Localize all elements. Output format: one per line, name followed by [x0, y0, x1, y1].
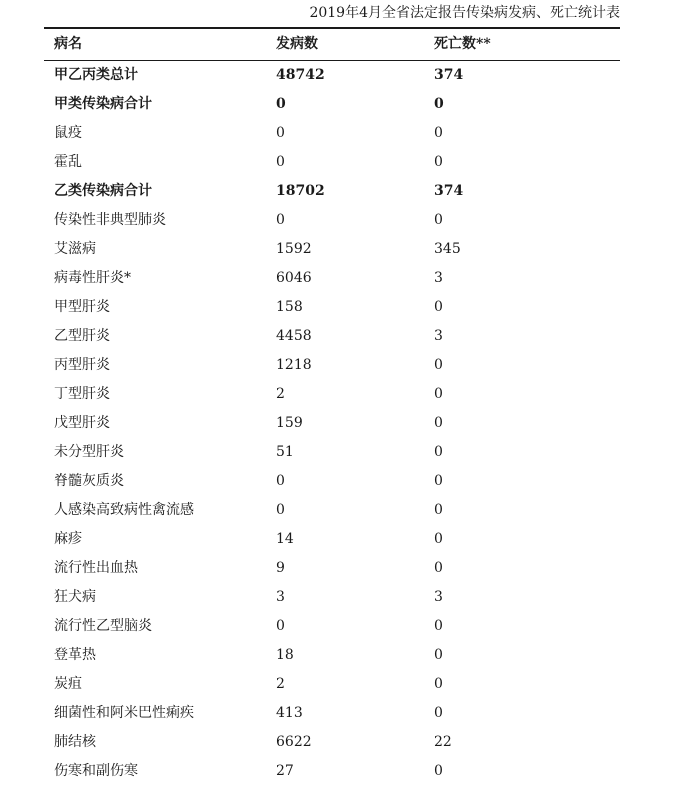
- table-caption: 2019年4月全省法定报告传染病发病、死亡统计表: [309, 5, 620, 21]
- deaths-cell: 0: [434, 212, 443, 228]
- table-row: [44, 61, 620, 90]
- table-row: [44, 148, 620, 177]
- cases-cell: 4458: [276, 328, 312, 344]
- disease-name-cell: 丁型肝炎: [54, 386, 110, 402]
- table-row: [44, 583, 620, 612]
- cases-cell: 413: [276, 705, 303, 721]
- deaths-cell: 0: [434, 647, 443, 663]
- cases-cell: 14: [276, 531, 294, 547]
- cases-cell: 158: [276, 299, 303, 315]
- disease-name-cell: 乙型肝炎: [54, 328, 110, 344]
- table-body: [44, 61, 620, 786]
- disease-name-cell: 细菌性和阿米巴性痢疾: [54, 705, 194, 721]
- table-row: [44, 264, 620, 293]
- cases-cell: 6046: [276, 270, 312, 286]
- cases-cell: 0: [276, 212, 285, 228]
- table-row: [44, 525, 620, 554]
- deaths-cell: 374: [434, 67, 464, 83]
- disease-name-cell: 甲型肝炎: [54, 299, 110, 315]
- cases-cell: 9: [276, 560, 285, 576]
- cases-cell: 0: [276, 125, 285, 141]
- deaths-cell: 0: [434, 502, 443, 518]
- cases-cell: 18: [276, 647, 294, 663]
- table-row: [44, 496, 620, 525]
- table-row: [44, 90, 620, 119]
- cases-cell: 0: [276, 618, 285, 634]
- deaths-cell: 0: [434, 618, 443, 634]
- table-row: [44, 293, 620, 322]
- deaths-cell: 0: [434, 705, 443, 721]
- deaths-cell: 3: [434, 328, 443, 344]
- disease-name-cell: 未分型肝炎: [54, 444, 124, 460]
- cases-cell: 0: [276, 96, 286, 112]
- deaths-cell: 0: [434, 154, 443, 170]
- deaths-cell: 0: [434, 125, 443, 141]
- deaths-cell: 0: [434, 763, 443, 779]
- deaths-cell: 0: [434, 299, 443, 315]
- deaths-cell: 374: [434, 183, 464, 199]
- disease-name-cell: 狂犬病: [54, 589, 96, 605]
- disease-name-cell: 流行性出血热: [54, 560, 138, 576]
- table-row: [44, 554, 620, 583]
- cases-cell: 159: [276, 415, 303, 431]
- disease-name-cell: 肺结核: [54, 734, 96, 750]
- table-row: [44, 641, 620, 670]
- disease-name-cell: 甲类传染病合计: [54, 96, 152, 112]
- deaths-cell: 0: [434, 444, 443, 460]
- cases-cell: 3: [276, 589, 285, 605]
- table-row: [44, 757, 620, 786]
- deaths-cell: 0: [434, 531, 443, 547]
- deaths-cell: 0: [434, 386, 443, 402]
- table-row: [44, 670, 620, 699]
- table-row: [44, 728, 620, 757]
- disease-name-cell: 脊髓灰质炎: [54, 473, 124, 489]
- disease-name-cell: 戊型肝炎: [54, 415, 110, 431]
- deaths-cell: 3: [434, 589, 443, 605]
- cases-cell: 6622: [276, 734, 312, 750]
- disease-name-cell: 艾滋病: [54, 241, 96, 257]
- table-row: [44, 351, 620, 380]
- disease-name-cell: 登革热: [54, 647, 96, 663]
- cases-cell: 18702: [276, 183, 325, 199]
- cases-cell: 0: [276, 502, 285, 518]
- header-cases: 发病数: [276, 36, 318, 52]
- deaths-cell: 0: [434, 473, 443, 489]
- cases-cell: 0: [276, 154, 285, 170]
- table-row: [44, 467, 620, 496]
- header-deaths: 死亡数**: [434, 36, 491, 52]
- header-disease-name: 病名: [54, 36, 82, 52]
- cases-cell: 1218: [276, 357, 312, 373]
- deaths-cell: 0: [434, 415, 443, 431]
- cases-cell: 1592: [276, 241, 312, 257]
- deaths-cell: 0: [434, 560, 443, 576]
- table-row: [44, 177, 620, 206]
- deaths-cell: 345: [434, 241, 461, 257]
- cases-cell: 0: [276, 473, 285, 489]
- table-row: [44, 119, 620, 148]
- deaths-cell: 0: [434, 676, 443, 692]
- cases-cell: 2: [276, 676, 285, 692]
- cases-cell: 51: [276, 444, 294, 460]
- disease-name-cell: 炭疽: [54, 676, 82, 692]
- table-row: [44, 699, 620, 728]
- disease-name-cell: 麻疹: [54, 531, 82, 547]
- disease-name-cell: 鼠疫: [54, 125, 82, 141]
- disease-name-cell: 霍乱: [54, 154, 82, 170]
- table-row: [44, 235, 620, 264]
- disease-name-cell: 伤寒和副伤寒: [54, 763, 138, 779]
- disease-name-cell: 乙类传染病合计: [54, 183, 152, 199]
- disease-name-cell: 流行性乙型脑炎: [54, 618, 152, 634]
- statistics-table: [44, 27, 620, 786]
- table-row: [44, 380, 620, 409]
- table-row: [44, 206, 620, 235]
- table-row: [44, 322, 620, 351]
- cases-cell: 48742: [276, 67, 325, 83]
- table-header: [44, 29, 620, 61]
- disease-name-cell: 人感染高致病性禽流感: [54, 502, 194, 518]
- disease-name-cell: 甲乙丙类总计: [54, 67, 138, 83]
- disease-name-cell: 传染性非典型肺炎: [54, 212, 166, 228]
- table-row: [44, 612, 620, 641]
- deaths-cell: 0: [434, 96, 444, 112]
- deaths-cell: 0: [434, 357, 443, 373]
- deaths-cell: 22: [434, 734, 452, 750]
- deaths-cell: 3: [434, 270, 443, 286]
- cases-cell: 2: [276, 386, 285, 402]
- disease-name-cell: 病毒性肝炎*: [54, 270, 131, 286]
- table-row: [44, 409, 620, 438]
- disease-name-cell: 丙型肝炎: [54, 357, 110, 373]
- table-row: [44, 438, 620, 467]
- cases-cell: 27: [276, 763, 294, 779]
